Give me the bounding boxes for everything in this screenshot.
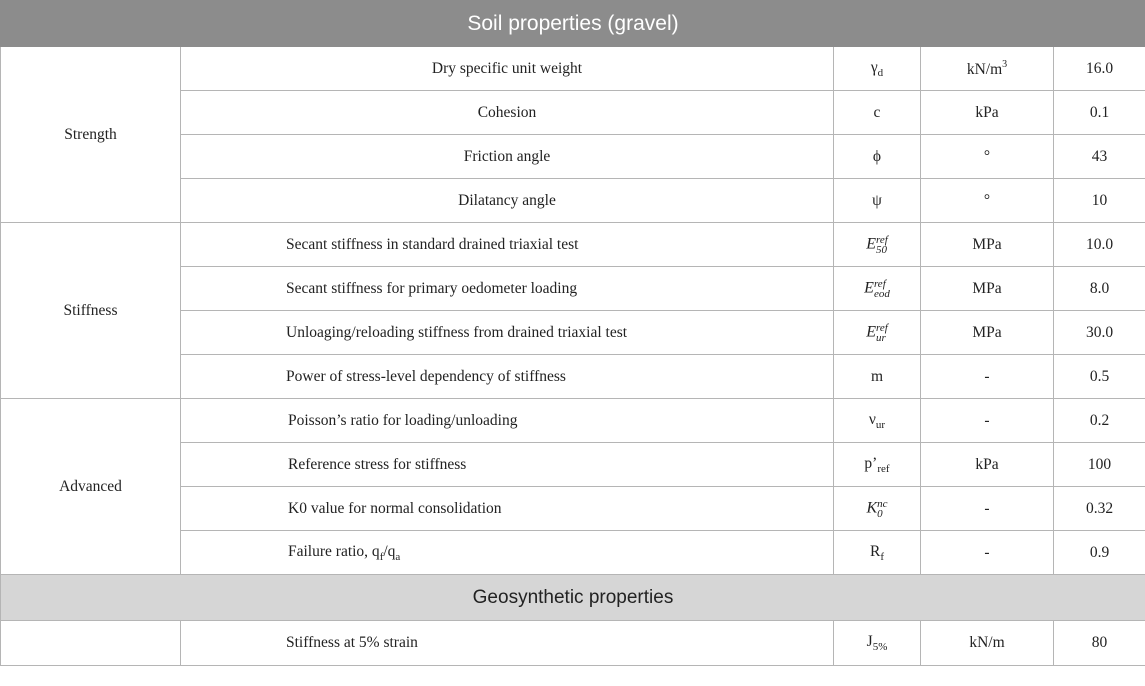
property-cell: Cohesion (181, 91, 834, 135)
property-cell: Stiffness at 5% strain (181, 621, 834, 666)
geo-header-row (1, 575, 1145, 621)
symbol-cell: ϕ (834, 135, 921, 179)
group-stiffness: Stiffness (1, 223, 181, 399)
symbol-cell: c (834, 91, 921, 135)
symbol-cell: $p’_{ref}$ (834, 443, 921, 487)
table-row (1, 47, 1145, 91)
soil-header-row (1, 1, 1145, 47)
group-strength: Strength (1, 47, 181, 223)
unit-cell: kN/m (921, 621, 1054, 666)
table-row (1, 399, 1145, 443)
group-empty (1, 621, 181, 666)
symbol-cell: E ref eod (834, 267, 921, 311)
value-cell: 0.2 (1054, 399, 1145, 443)
unit-cell: MPa (921, 223, 1054, 267)
property-cell: Secant stiffness for primary oedometer loading (181, 267, 834, 311)
property-cell: Reference stress for stiffness (181, 443, 834, 487)
symbol-cell: E ref 50 (834, 223, 921, 267)
symbol-cell: K nc 0 (834, 487, 921, 531)
value-cell: 43 (1054, 135, 1145, 179)
unit-cell: $kN/m^3$ (921, 47, 1054, 91)
unit-cell: - (921, 531, 1054, 575)
value-cell: 8.0 (1054, 267, 1145, 311)
table-row (1, 621, 1145, 666)
symbol-cell: ψ (834, 179, 921, 223)
soil-properties-header: Soil properties (gravel) (1, 1, 1145, 47)
value-cell: 10 (1054, 179, 1145, 223)
unit-cell: ° (921, 179, 1054, 223)
symbol-cell: E ref ur (834, 311, 921, 355)
property-cell: Unloaging/reloading stiffness from drained triaxial test (181, 311, 834, 355)
value-cell: 10.0 (1054, 223, 1145, 267)
symbol-cell: m (834, 355, 921, 399)
table-row (1, 223, 1145, 267)
value-cell: 100 (1054, 443, 1145, 487)
unit-cell: MPa (921, 267, 1054, 311)
unit-cell: ° (921, 135, 1054, 179)
value-cell: 0.1 (1054, 91, 1145, 135)
geosynthetic-properties-header: Geosynthetic properties (1, 575, 1145, 621)
value-cell: 0.9 (1054, 531, 1145, 575)
group-advanced: Advanced (1, 399, 181, 575)
symbol-cell: $\nu_{ur}$ (834, 399, 921, 443)
property-cell: Secant stiffness in standard drained triaxial test (181, 223, 834, 267)
value-cell: 0.5 (1054, 355, 1145, 399)
value-cell: 30.0 (1054, 311, 1145, 355)
property-cell: Poisson’s ratio for loading/unloading (181, 399, 834, 443)
property-cell: K0 value for normal consolidation (181, 487, 834, 531)
value-cell: 0.32 (1054, 487, 1145, 531)
unit-cell: kPa (921, 443, 1054, 487)
symbol-cell: $\gamma_d$ (834, 47, 921, 91)
property-cell: Power of stress-level dependency of stiffness (181, 355, 834, 399)
property-cell: Dry specific unit weight (181, 47, 834, 91)
value-cell: 16.0 (1054, 47, 1145, 91)
unit-cell: kPa (921, 91, 1054, 135)
property-cell: Friction angle (181, 135, 834, 179)
symbol-cell: $J_{5\%}$ (834, 621, 921, 666)
property-cell: Failure ratio, $q_f/q_a$ (181, 531, 834, 575)
unit-cell: - (921, 355, 1054, 399)
unit-cell: - (921, 399, 1054, 443)
symbol-cell: $R_f$ (834, 531, 921, 575)
value-cell: 80 (1054, 621, 1145, 666)
property-cell: Dilatancy angle (181, 179, 834, 223)
unit-cell: - (921, 487, 1054, 531)
unit-cell: MPa (921, 311, 1054, 355)
